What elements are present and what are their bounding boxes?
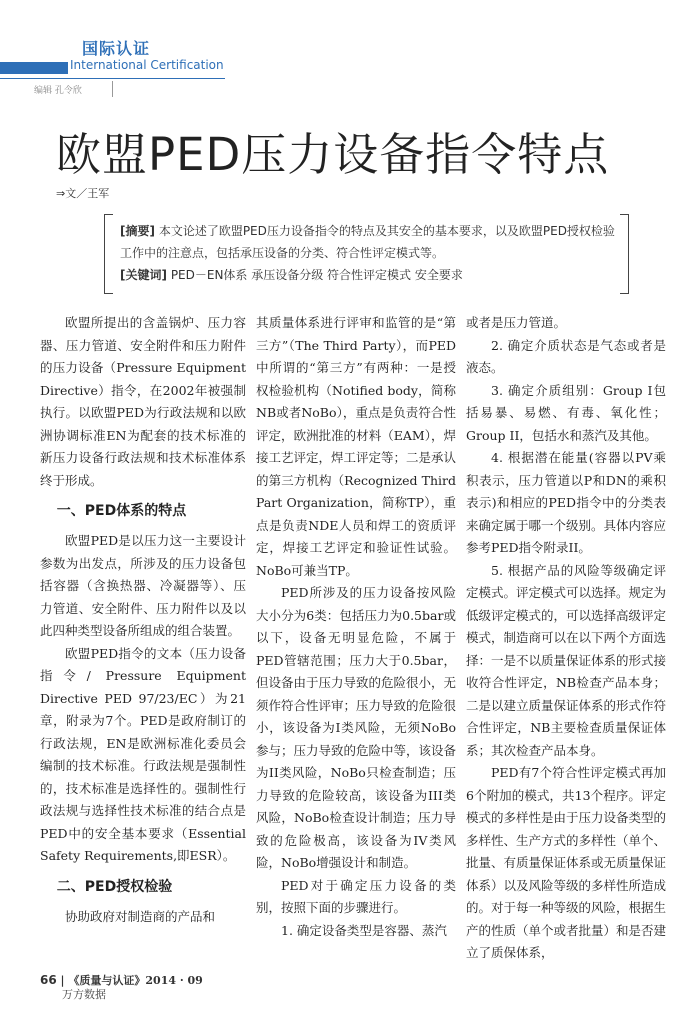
abstract-paragraph xyxy=(120,220,616,264)
page-number: 66 xyxy=(40,973,57,987)
editor-credit: 编辑 孔令欣 xyxy=(34,86,82,96)
section-heading-ped-system: 一、PED体系的特点 xyxy=(56,503,187,519)
keywords-paragraph xyxy=(120,264,616,286)
column-3 xyxy=(466,312,666,965)
abstract-label: [摘要] xyxy=(120,224,155,238)
paragraph: 协助政府对制造商的产品和 xyxy=(65,908,216,924)
paragraph: 欧盟PED指令的文本（压力设备指令/ Pressure Equipment Directive PED 97/23/EC）为21章，附录为7个。PED是政府制订的行政法规，EN是欧洲标准化委员会编制的技术标准。行政法规是强制性的，技术标准是选择性的。强制性行政法规与选择性技术标准的结合点是PED中的安全基本要求（Essential Safety Requirements,即ESR）。 xyxy=(40,645,246,863)
paragraph: PED有7个符合性评定模式再加6个附加的模式，共13个程序。评定模式的多样性是由于压力设备类型的多样性、生产方式的多样性（单个、批量、有质量保证体系或无质量保证体系）以及风险等级的多样性所造成的。对于每一种等级的风险，根据生产的性质（单个或者批量）和是否建立了质保体系， xyxy=(466,765,667,960)
column-1 xyxy=(40,312,246,928)
abstract-bracket-right xyxy=(620,214,629,294)
keywords-text: PED－EN体系 承压设备分级 符合性评定模式 安全要求 xyxy=(170,268,463,282)
paragraph: 1. 确定设备类型是容器、蒸汽 xyxy=(281,922,447,938)
abstract-text: 本文论述了欧盟PED压力设备指令的特点及其安全的基本要求，以及欧盟PED授权检验工作中的注意点，包括承压设备的分类、符合性评定模式等。 xyxy=(120,224,615,260)
column-2 xyxy=(256,312,456,942)
journal-name: 《质量与认证》2014 · 09 xyxy=(68,974,203,987)
paragraph: 欧盟所提出的含盖锅炉、压力容器、压力管道、安全附件和压力附件的压力设备（Pressure Equipment Directive）指令，在2002年被强制执行。以欧盟PED为行政法规和以欧洲协调标准EN为配套的技术标准的新压力设备行政法规和技术标准体系终于形成。 xyxy=(40,315,246,488)
watermark: 万方数据 xyxy=(62,988,106,1001)
abstract-bracket-left xyxy=(104,214,113,294)
paragraph: 或者是压力管道。 xyxy=(466,315,567,330)
abstract-box xyxy=(120,220,616,294)
keywords-label: [关键词] xyxy=(120,268,167,282)
header-rule xyxy=(0,78,225,79)
header-accent-bar xyxy=(0,62,68,74)
section-title-cn: 国际认证 xyxy=(82,39,151,58)
section-heading-ped-inspection: 二、PED授权检验 xyxy=(56,878,173,895)
paragraph: 4. 根据潜在能量(容器以PV乘积表示，压力管道以P和DN的乘积表示)和相应的PED指令中的分类表来确定属于哪一个级别。具体内容应参考PED指令附录II。 xyxy=(466,450,667,555)
article-author: ⇒文／王军 xyxy=(56,187,110,200)
footer-divider: | xyxy=(60,974,69,987)
paragraph: 2. 确定介质状态是气态或者是液态。 xyxy=(466,337,666,375)
article-title: 欧盟PED压力设备指令特点 xyxy=(56,128,610,181)
paragraph: 欧盟PED是以压力这一主要设计参数为出发点，所涉及的压力设备包括容器（含换热器、冷凝器等）、压力管道、安全附件、压力附件以及以此四种类型设备所组成的组合装置。 xyxy=(40,533,246,638)
paragraph: 其质量体系进行评审和监管的是“第三方”（The Third Party），而PED中所谓的“第三方”有两种：一是授权检验机构（Notified body，简称NB或者NoBo），重点是负责符合性评定，欧洲批准的材料（EAM），焊接工艺评定，焊工评定等；二是承认的第三方机构（Recognized Third Part Organization，简称TP），重点是负责NDE人员和焊工的资质评定，焊接工艺评定和验证性试验。NoBo可兼当TP。 xyxy=(256,315,457,578)
paragraph: 3. 确定介质组别：Group I包括易暴、易燃、有毒、氧化性；Group II，包括水和蒸汽及其他。 xyxy=(466,382,666,443)
paragraph: 5. 根据产品的风险等级确定评定模式。评定模式可以选择。规定为低级评定模式的，可以选择高级评定模式，制造商可以在以下两个方面选择：一是不以质量保证体系的形式接收符合性评定，NB检查产品本身；二是以建立质量保证体系的形式作符合性评定，NB主要检查质量保证体系；其次检查产品本身。 xyxy=(466,562,667,758)
paragraph: PED对于确定压力设备的类别，按照下面的步骤进行。 xyxy=(256,877,456,915)
paragraph: PED所涉及的压力设备按风险大小分为6类：包括压力为0.5bar或以下，设备无明显危险，不属于PED管辖范围；压力大于0.5bar，但设备由于压力导致的危险很小，无须作符合性评审；压力导致的危险很小，该设备为I类风险，无须NoBo参与；压力导致的危险中等，该设备为II类风险，NoBo只检查制造；压力导致的危险较高，该设备为III类风险，NoBo检查设计制造；压力导致的危险极高，该设备为IV类风险，NoBo增强设计和制造。 xyxy=(256,585,457,870)
editor-divider xyxy=(112,81,113,97)
section-title-en: International Certification xyxy=(70,58,224,72)
